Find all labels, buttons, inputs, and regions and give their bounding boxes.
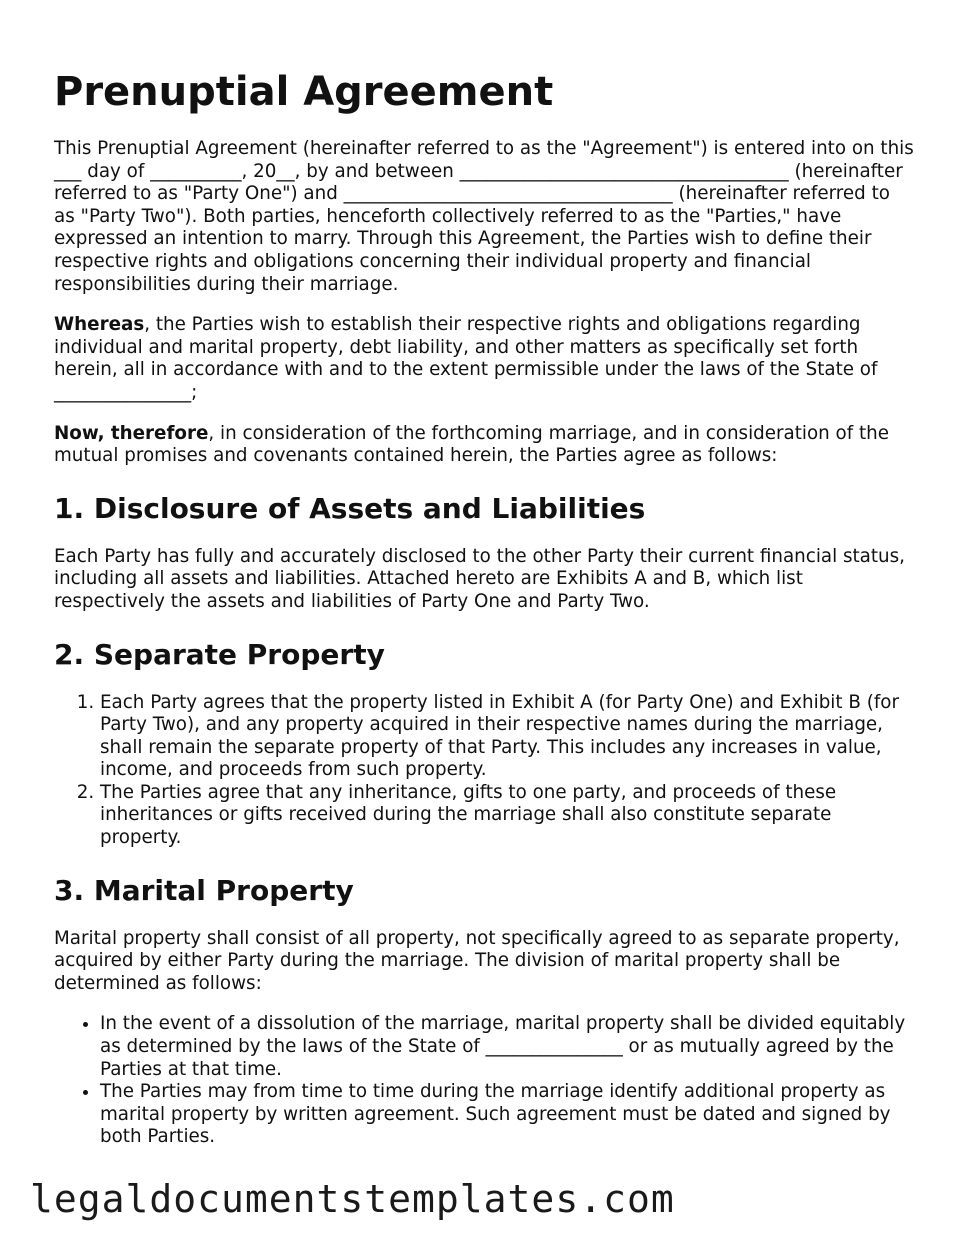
section-1-text: Each Party has fully and accurately disclosed to the other Party their current financial status, including all assets and liabilities. Attached hereto are Exhibits A and B, which list respectively the assets and liabilities of Party One and Party Two. xyxy=(54,545,905,612)
watermark: legaldocumentstemplates.com xyxy=(30,1177,675,1221)
section-1-heading: 1. Disclosure of Assets and Liabilities xyxy=(54,491,646,525)
section-2-list xyxy=(54,692,916,850)
list-item: 2. The Parties agree that any inheritance, gifts to one party, and proceeds of these inheritances or gifts received during the marriage shall also constitute separate property. xyxy=(100,782,916,850)
section-3-text: Marital property shall consist of all property, not specifically agreed to as separate property, acquired by either Party during the marriage. The division of marital property shall be determined as follows: xyxy=(54,927,900,994)
therefore-paragraph xyxy=(54,423,916,468)
document-title: Prenuptial Agreement xyxy=(54,69,554,115)
section-3-heading: 3. Marital Property xyxy=(54,873,354,907)
section-2-heading: 2. Separate Property xyxy=(54,637,385,671)
therefore-label: Now, therefore xyxy=(54,422,209,444)
therefore-text: , in consideration of the forthcoming marriage, and in consideration of the mutual promises and covenants contained herein, the Parties agree as follows: xyxy=(54,422,889,467)
whereas-label: Whereas xyxy=(54,314,145,336)
list-item: 1. Each Party agrees that the property listed in Exhibit A (for Party One) and Exhibit B (for Party Two), and any property acquired in their respective names during the marriage, shall remain the separate property of that Party. This includes any increases in value, income, and proceeds from such property. xyxy=(100,692,916,782)
whereas-text: , the Parties wish to establish their respective rights and obligations regarding individual and marital property, debt liability, and other matters as specifically set forth herein, all in accordance with and to the extent permissible under the laws of the State of _______________; xyxy=(54,314,878,403)
section-3-list xyxy=(54,1013,916,1149)
document-page xyxy=(54,70,916,1167)
whereas-paragraph xyxy=(54,314,916,404)
list-item: • The Parties may from time to time during the marriage identify additional property as marital property by written agreement. Such agreement must be dated and signed by both Parties. xyxy=(100,1081,916,1149)
intro-paragraph: This Prenuptial Agreement (hereinafter referred to as the "Agreement") is entered into on this ___ day of __________, 20__, by and between ____________________________________ (hereinafter referred to as "Party One") and ____________________________________ (hereinafter referred to as "Party Two"). Both parties, henceforth collectively referred to as the "Parties," have expressed an intention to marry. Through this Agreement, the Parties wish to define their respective rights and obligations concerning their individual property and financial responsibilities during their marriage. xyxy=(54,138,914,295)
list-item: • In the event of a dissolution of the marriage, marital property shall be divided equitably as determined by the laws of the State of _______________ or as mutually agreed by the Parties at that time. xyxy=(100,1013,916,1081)
